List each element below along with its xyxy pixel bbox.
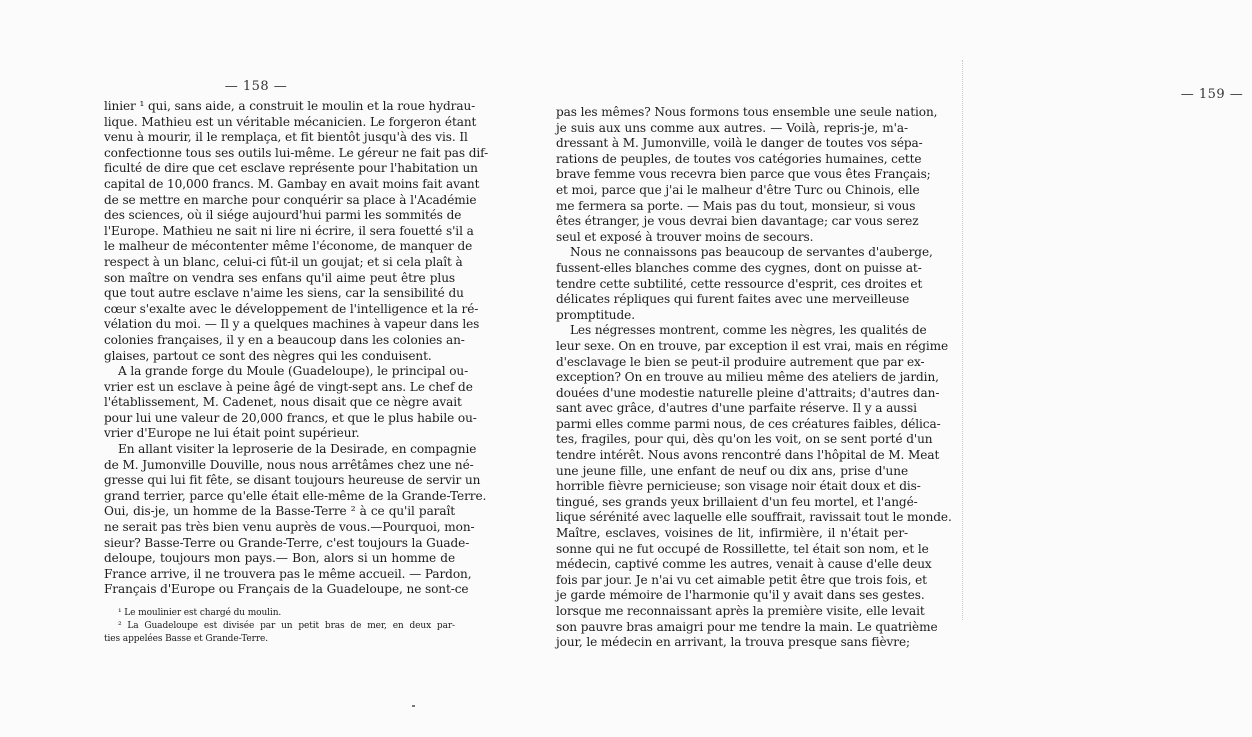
text-line: dressant à M. Jumonville, voilà le danger de toutes vos sépa- <box>556 136 923 151</box>
text-line: France arrive, il ne trouvera pas le même accueil. — Pardon, <box>104 566 472 581</box>
text-line: Maître, esclaves, voisines de lit, infirmière, il n'était per- <box>556 526 908 541</box>
text-line: tingué, ses grands yeux brillaient d'un feu mortel, et l'angé- <box>556 494 918 509</box>
text-line: confectionne tous ses outils lui-même. Le géreur ne fait pas dif- <box>104 145 489 160</box>
body-text <box>556 105 952 651</box>
paragraph <box>104 364 477 442</box>
text-line: douées d'une modestie naturelle pleine d'attraits; d'autres dan- <box>556 385 940 400</box>
text-line: que tout autre esclave n'aime les siens, car la sensibilité du <box>104 286 464 301</box>
text-line: médecin, captivé comme les autres, venait à cause d'elle deux <box>556 557 932 572</box>
text-line: une jeune fille, une enfant de neuf ou dix ans, prise d'une <box>556 463 908 478</box>
text-line: promptitude. <box>556 307 635 322</box>
text-line: horrible fièvre pernicieuse; son visage noir était doux et dis- <box>556 479 921 494</box>
paragraph <box>104 99 489 364</box>
text-line: tendre intérêt. Nous avons rencontré dans l'hôpital de M. Meat <box>556 448 940 463</box>
text-line: je garde mémoire de l'harmonie qu'il y avait dans ses gestes. <box>556 588 925 603</box>
text-line: délicates répliques qui furent faites avec une merveilleuse <box>556 292 910 307</box>
print-speck <box>412 705 415 707</box>
paragraph <box>556 245 933 323</box>
text-line: rations de peuples, de toutes vos catégories humaines, cette <box>556 151 922 166</box>
text-line: Les négresses montrent, comme les nègres, les qualités de <box>570 323 927 338</box>
text-line: parmi elles comme parmi nous, de ces créatures faibles, délica- <box>556 416 941 431</box>
text-line: Français d'Europe ou Français de la Guadeloupe, ne sont-ce <box>104 582 469 597</box>
text-line: je suis aux uns comme aux autres. — Voilà, repris-je, m'a- <box>556 120 908 135</box>
text-line: et moi, parce que j'ai le malheur d'être Turc ou Chinois, elle <box>556 182 920 197</box>
text-line: lorsque me reconnaissant après la première visite, elle levait <box>556 604 925 618</box>
footnote <box>104 607 455 620</box>
text-line: d'esclavage le bien se peut-il produire autrement que par ex- <box>556 354 925 369</box>
text-line: me fermera sa porte. — Mais pas du tout, monsieur, si vous <box>556 198 916 213</box>
text-line: vrier est un esclave à peine âgé de vingt-sept ans. Le chef de <box>104 379 473 394</box>
text-line: l'établissement, M. Cadenet, nous disait que ce nègre avait <box>104 395 462 410</box>
text-line: En allant visiter la leproserie de la Desirade, en compagnie <box>118 442 477 457</box>
text-line: venu à mourir, il le remplaça, et fit bientôt jusqu'à des vis. Il <box>104 130 468 145</box>
paragraph <box>556 105 938 245</box>
right-page <box>490 0 1244 737</box>
text-line: vrier d'Europe ne lui était point supérieur. <box>104 426 360 441</box>
text-line: tendre cette subtilité, cette ressource d'esprit, ces droites et <box>556 276 923 291</box>
text-line: ne serait pas très bien venu auprès de vous.—Pourquoi, mon- <box>104 520 475 535</box>
text-line: ficulté de dire que cet esclave représente pour l'habitation un <box>104 161 478 176</box>
text-line: sonne qui ne fut occupé de Rossillette, tel était son nom, et le <box>556 541 929 556</box>
text-line: l'Europe. Mathieu ne sait ni lire ni écrire, il sera fouetté s'il a <box>104 223 474 238</box>
text-line: lique. Mathieu est un véritable mécanicien. Le forgeron étant <box>104 114 477 129</box>
text-line: leur sexe. On en trouve, par exception il est vrai, mais en régime <box>556 338 949 353</box>
text-line: de se mettre en marche pour conquérir sa place à l'Académie <box>104 192 477 207</box>
text-line: glaises, partout ce sont des nègres qui les conduisent. <box>104 348 432 363</box>
text-line: jour, le médecin en arrivant, la trouva presque sans fièvre; <box>556 635 910 650</box>
text-line: exception? On en trouve au milieu même des ateliers de jardin, <box>556 370 939 385</box>
text-line: respect à un blanc, celui-ci fût-il un goujat; et si cela plaît à <box>104 254 463 269</box>
text-line: seul et exposé à trouver moins de secours. <box>556 229 814 244</box>
body-text <box>104 99 489 646</box>
text-line: son pauvre bras amaigri pour me tendre la main. Le quatrième <box>556 619 938 634</box>
text-line: des sciences, où il siége aujourd'hui parmi les sommités de <box>104 208 462 223</box>
footnotes <box>104 607 455 646</box>
text-line: ¹ Le moulinier est chargé du moulin. <box>118 608 282 618</box>
text-line: cœur s'exalte avec le développement de l'intelligence et la ré- <box>104 301 479 316</box>
text-line: son maître on vendra ses enfans qu'il aime peut être plus <box>104 270 455 285</box>
text-line: ² La Guadeloupe est divisée par un petit bras de mer, en deux par- <box>118 621 455 631</box>
footnote <box>104 620 455 646</box>
page-number: — 159 — <box>1180 87 1244 102</box>
left-page <box>0 0 490 737</box>
text-line: colonies françaises, il y en a beaucoup dans les colonies an- <box>104 332 465 347</box>
text-line: le malheur de mécontenter même l'économe, de manquer de <box>104 239 473 254</box>
text-line: pas les mêmes? Nous formons tous ensemble une seule nation, <box>556 105 938 119</box>
text-line: grand terrier, parce qu'elle était elle-même de la Grande-Terre. <box>104 488 487 503</box>
text-line: linier ¹ qui, sans aide, a construit le moulin et la roue hydrau- <box>104 99 476 113</box>
text-line: lique sérénité avec laquelle elle souffrait, ravissait tout le monde. <box>556 510 952 525</box>
text-line: gresse qui lui fit fête, se disant toujours heureuse de servir un <box>104 473 481 488</box>
text-line: sant avec grâce, d'autres d'une parfaite réserve. Il y a aussi <box>556 401 917 416</box>
paragraph <box>556 323 952 650</box>
text-line: Nous ne connaissons pas beaucoup de servantes d'auberge, <box>570 245 933 260</box>
text-line: capital de 10,000 francs. M. Gambay en avait moins fait avant <box>104 176 480 191</box>
text-line: Oui, dis-je, un homme de la Basse-Terre ² à ce qu'il paraît <box>104 504 455 519</box>
text-line: vélation du moi. — Il y a quelques machines à vapeur dans les <box>104 317 480 332</box>
page-edge <box>962 60 969 620</box>
text-line: de M. Jumonville Douville, nous nous arrêtâmes chez une né- <box>104 457 474 472</box>
text-line: ties appelées Basse et Grande-Terre. <box>104 634 269 644</box>
text-line: deloupe, toujours mon pays.— Bon, alors si un homme de <box>104 551 455 566</box>
text-line: brave femme vous recevra bien parce que vous êtes Français; <box>556 167 931 182</box>
text-line: A la grande forge du Moule (Guadeloupe), le principal ou- <box>118 364 469 379</box>
text-line: pour lui une valeur de 20,000 francs, et que le plus habile ou- <box>104 410 477 425</box>
page-number: — 158 — <box>224 79 288 94</box>
text-line: fois par jour. Je n'ai vu cet aimable petit être que trois fois, et <box>556 572 927 587</box>
text-line: sieur? Basse-Terre ou Grande-Terre, c'est toujours la Guade- <box>104 535 470 550</box>
paragraph <box>104 442 487 598</box>
text-line: êtes étranger, je vous devrai bien davantage; car vous serez <box>556 214 919 229</box>
text-line: fussent-elles blanches comme des cygnes, dont on puisse at- <box>556 260 922 275</box>
text-line: tes, fragiles, pour qui, dès qu'on les voit, on se sent porté d'un <box>556 432 933 447</box>
